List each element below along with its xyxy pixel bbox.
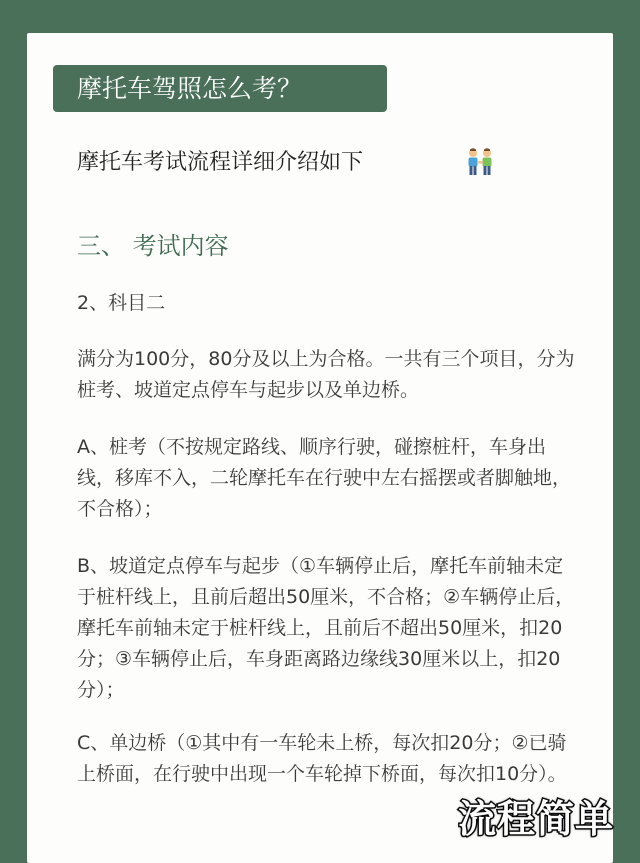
people-icon [465, 148, 495, 176]
page-title: 摩托车驾照怎么考？ [53, 65, 387, 112]
subject-label: 2、科目二 [77, 292, 166, 314]
paragraph-pile-test: A、桩考（不按规定路线、顺序行驶，碰擦桩杆，车身出线，移库不入，二轮摩托车在行驶中左右摇摆或者脚触地，不合格）； [77, 436, 572, 520]
section-heading: 三、 考试内容 [77, 232, 229, 260]
watermark-text: 流程简单 [457, 797, 614, 841]
paragraph-slope-stop: B、坡道定点停车与起步（①车辆停止后，摩托车前轴未定于桩杆线上，且前后超出50厘米，不合格；②车辆停止后，摩托车前轴未定于桩杆线上，且前后不超出50厘米，扣20分；③车辆停止后，车身距离路边缘线30厘米以上，扣20分）； [77, 555, 575, 701]
paragraph-scoring: 满分为100分，80分及以上为合格。一共有三个项目，分为桩考、坡道定点停车与起步以及单边桥。 [77, 348, 575, 401]
paragraph-single-bridge: C、单边桥（①其中有一车轮未上桥，每次扣20分；②已骑上桥面，在行驶中出现一个车轮掉下桥面，每次扣10分）。 [77, 732, 567, 785]
intro-text: 摩托车考试流程详细介绍如下 [77, 150, 364, 175]
